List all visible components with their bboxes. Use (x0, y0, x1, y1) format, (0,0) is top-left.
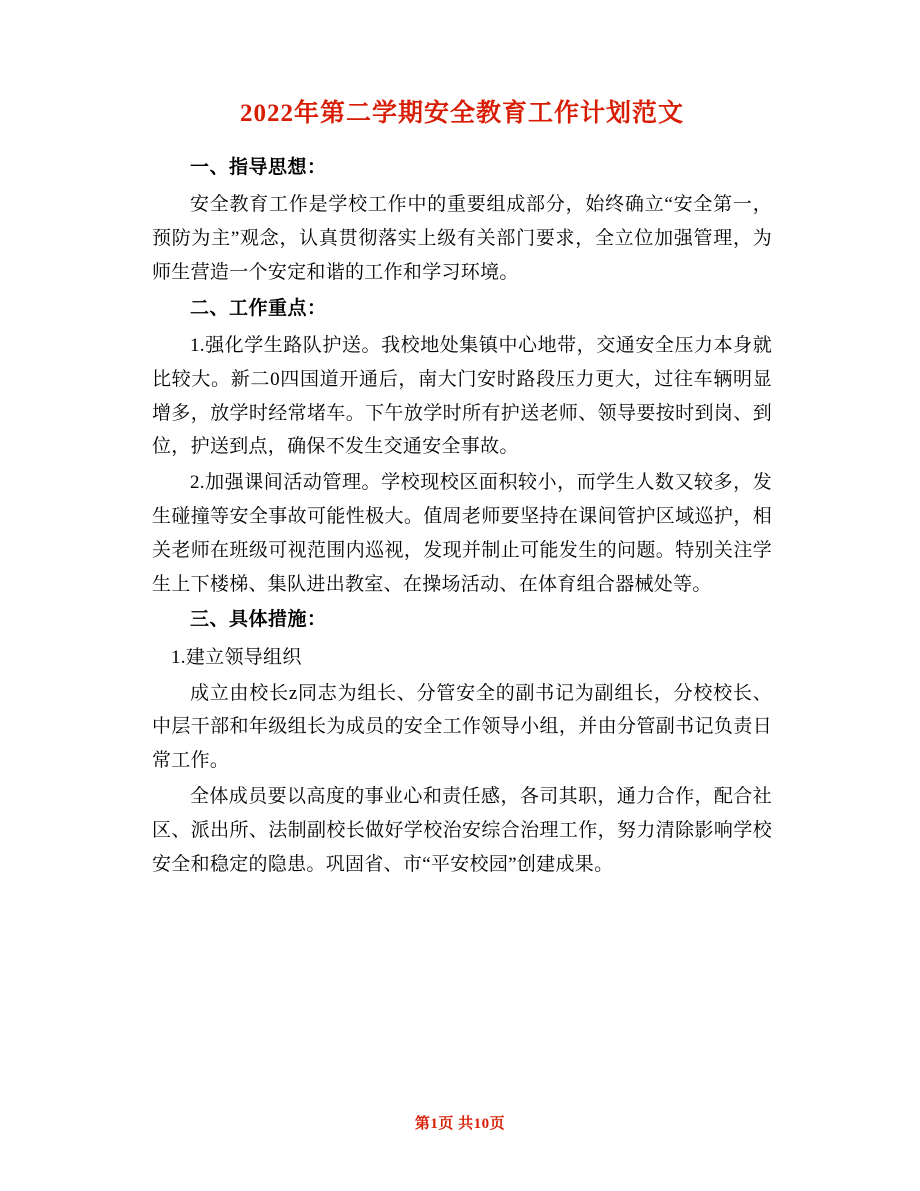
section-heading-2: 二、工作重点： (190, 297, 327, 319)
paragraph-4: 成立由校长z同志为组长、分管安全的副书记为副组长，分校校长、中层干部和年级组长为成员的安全工作领导小组，并由分管副书记负责日常工作。 (152, 682, 772, 772)
list-item-1: 1.建立领导组织 (171, 646, 302, 668)
section-heading-1: 一、指导思想： (190, 157, 327, 178)
paragraph-3: 2.加强课间活动管理。学校现校区面积较小，而学生人数又较多，发生碰撞等安全事故可能性极大。值周老师要坚持在课间管护区域巡护，相关老师在班级可视范围内巡视，发现并制止可能发生的问题。特别关注学生上下楼梯、集队进出教室、在操场活动、在体育组合器械处等。 (152, 472, 772, 595)
section-heading-3: 三、具体措施： (190, 609, 327, 631)
page-footer: 第1页 共10页 (414, 1116, 506, 1132)
document-body (152, 96, 772, 883)
paragraph-5: 全体成员要以高度的事业心和责任感，各司其职，通力合作，配合社区、派出所、法制副校长做好学校治安综合治理工作，努力清除影响学校安全和稳定的隐患。巩固省、市“平安校园”创建成果。 (152, 785, 772, 875)
page-title: 2022年第二学期安全教育工作计划范文 (239, 100, 684, 127)
paragraph-2: 1.强化学生路队护送。我校地处集镇中心地带，交通安全压力本身就比较大。新二0四国道开通后，南大门安时路段压力更大，过往车辆明显增多，放学时经常堵车。下午放学时所有护送老师、领导要按时到岗、到位，护送到点，确保不发生交通安全事故。 (152, 334, 772, 458)
paragraph-1: 安全教育工作是学校工作中的重要组成部分，始终确立“安全第一，预防为主”观念，认真贯彻落实上级有关部门要求，全立位加强管理，为师生营造一个安定和谐的工作和学习环境。 (152, 194, 772, 283)
